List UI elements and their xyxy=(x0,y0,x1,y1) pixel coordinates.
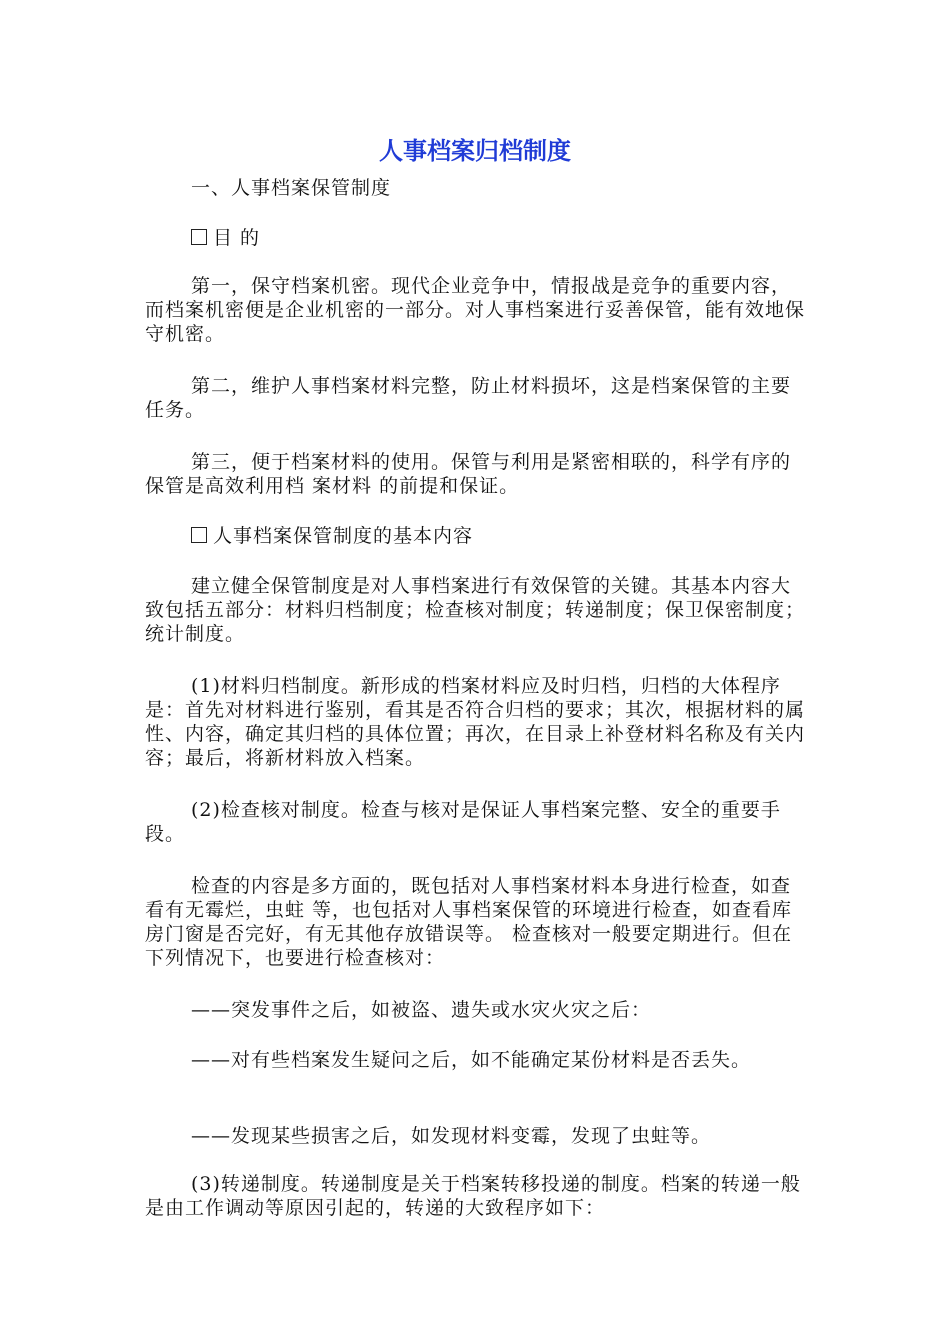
purpose-heading-text: 目 的 xyxy=(213,227,261,249)
checkbox-square-icon xyxy=(191,527,207,543)
paragraph-2: 第二，维护人事档案材料完整，防止材料损坏，这是档案保管的主要任务。 xyxy=(145,375,792,421)
paragraph-6: (2)检查核对制度。检查与核对是保证人事档案完整、安全的重要手段。 xyxy=(145,799,781,845)
paragraph-8: (3)转递制度。转递制度是关于档案转移投递的制度。档案的转递一般是由工作调动等原因引起的，转递的大致程序如下： xyxy=(145,1173,801,1219)
section-heading-storage: 一、人事档案保管制度 xyxy=(191,177,392,199)
paragraph-4: 建立健全保管制度是对人事档案进行有效保管的关键。其基本内容大致包括五部分：材料归档制度；检查核对制度；转递制度；保卫保密制度；统计制度。 xyxy=(145,575,806,645)
paragraph-5: (1)材料归档制度。新形成的档案材料应及时归档，归档的大体程序是：首先对材料进行鉴别，看其是否符合归档的要求；其次，根据材料的属性、内容，确定其归档的具体位置；再次，在目录上补登材料名称及有关内容；最后，将新材料放入档案。 xyxy=(145,675,806,769)
dash-item-2: ——对有些档案发生疑问之后，如不能确定某份材料是否丢失。 xyxy=(191,1049,752,1071)
content-heading-text: 人事档案保管制度的基本内容 xyxy=(213,525,474,547)
content-heading xyxy=(191,524,473,548)
paragraph-7: 检查的内容是多方面的，既包括对人事档案材料本身进行检查，如查看有无霉烂，虫蛀 等，也包括对人事档案保管的环境进行检查，如查看库房门窗是否完好，有无其他存放错误等。 检查核对一般要定期进行。但在下列情况下，也要进行检查核对： xyxy=(145,875,793,969)
paragraph-1: 第一，保守档案机密。现代企业竞争中，情报战是竞争的重要内容，而档案机密便是企业机密的一部分。对人事档案进行妥善保管，能有效地保守机密。 xyxy=(145,275,806,345)
purpose-heading xyxy=(191,226,260,250)
dash-item-1: ——突发事件之后，如被盗、遗失或水灾火灾之后： xyxy=(191,999,652,1021)
document-title: 人事档案归档制度 xyxy=(379,137,571,165)
checkbox-square-icon xyxy=(191,229,207,245)
dash-item-3: ——发现某些损害之后，如发现材料变霉，发现了虫蛀等。 xyxy=(191,1125,712,1147)
paragraph-3: 第三，便于档案材料的使用。保管与利用是紧密相联的，科学有序的保管是高效利用档 案材料 的前提和保证。 xyxy=(145,451,792,497)
